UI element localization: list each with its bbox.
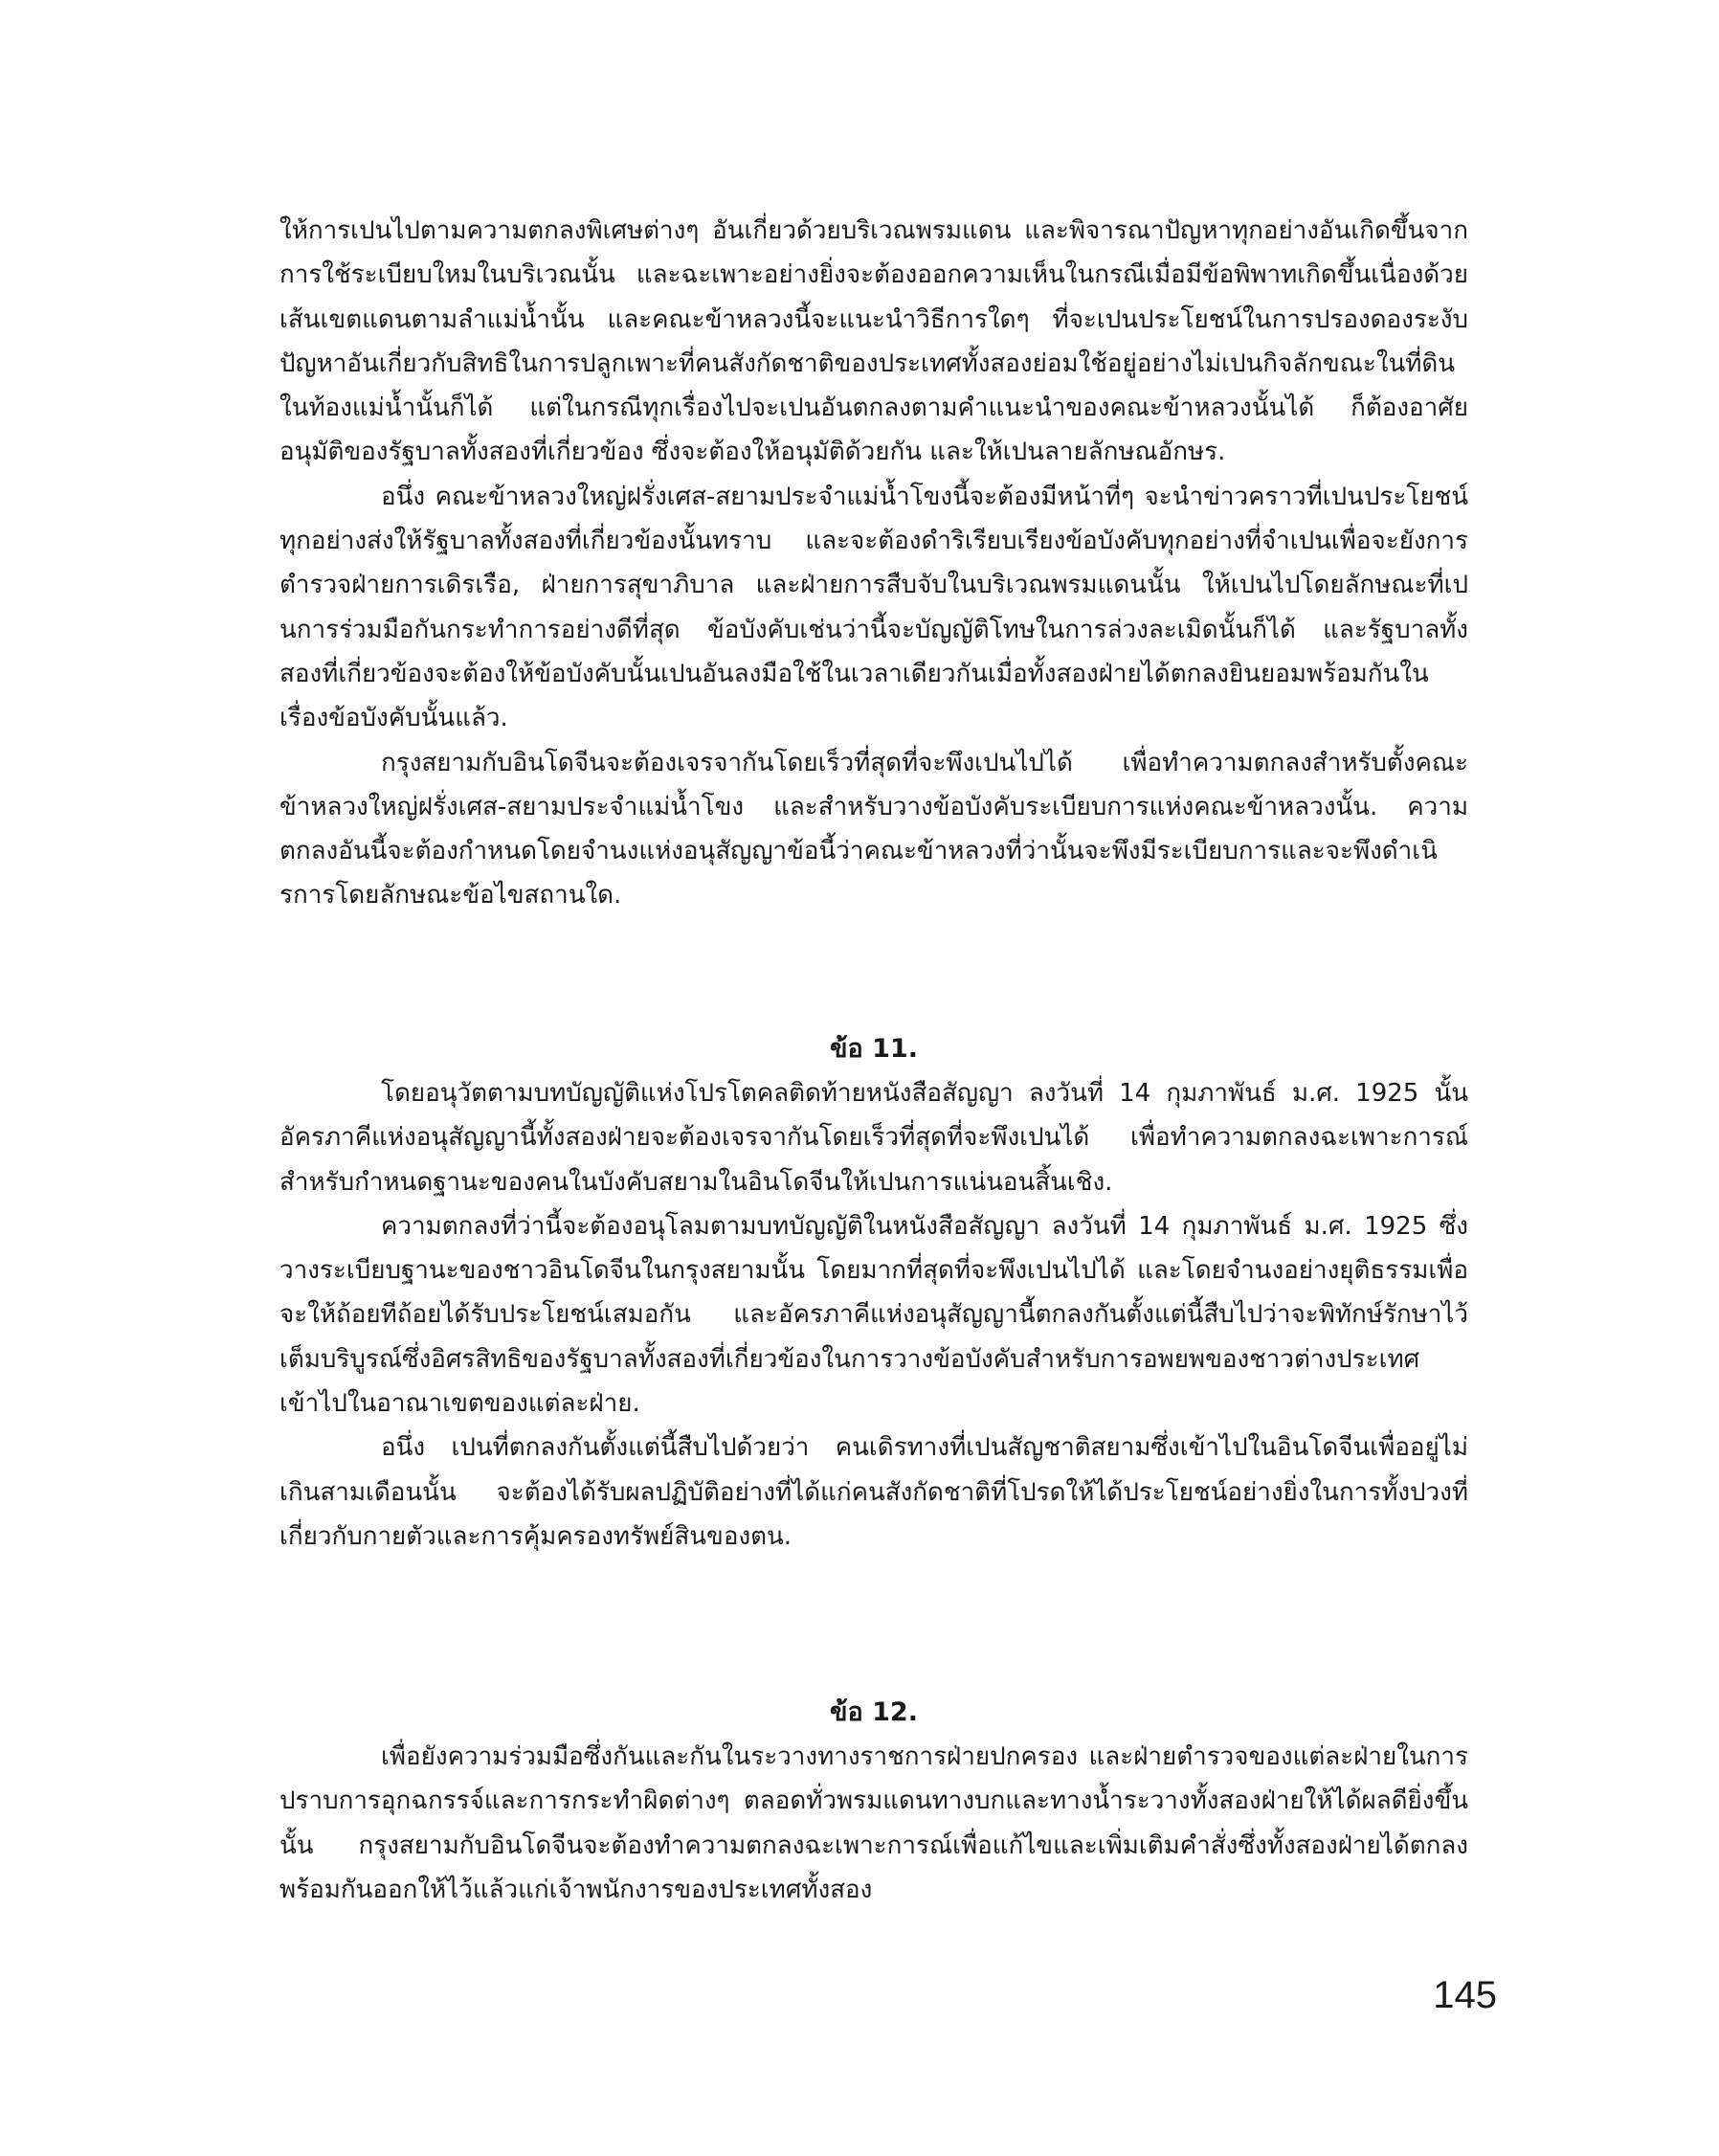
section-continuation xyxy=(279,209,1468,918)
paragraph: โดยอนุวัตตามบทบัญญัติแห่งโปรโตคลติดท้ายหนังสือสัญญา ลงวันที่ 14 กุมภาพันธ์ ม.ศ. 1925 นั้น อัครภาคีแห่งอนุสัญญานี้ทั้งสองฝ่ายจะต้องเจรจากันโดยเร็วที่สุดที่จะพึงเปนได้ เพื่อทำความตกลงฉะเพาะการณ์สำหรับกำหนดฐานะของคนในบังคับสยามในอินโดจีนให้เปนการแน่นอนสิ้นเชิง. xyxy=(279,1079,1468,1197)
paragraph: อนึ่ง เปนที่ตกลงกันตั้งแต่นี้สืบไปด้วยว่า คนเดิรทางที่เปนสัญชาติสยามซึ่งเข้าไปในอินโดจีนเพื่ออยู่ไม่เกินสามเดือนนั้น จะต้องได้รับผลปฏิบัติอย่างที่ได้แก่คนสังกัดชาติที่โปรดให้ได้ประโยชน์อย่างยิ่งในการทั้งปวงที่เกี่ยวกับกายตัวและการคุ้มครองทรัพย์สินของตน. xyxy=(279,1433,1468,1551)
page-number: 145 xyxy=(1433,1974,1497,2016)
article-heading: ข้อ 11. xyxy=(830,1034,918,1064)
article-12 xyxy=(279,1691,1468,1912)
article-heading: ข้อ 12. xyxy=(830,1697,918,1727)
paragraph: ความตกลงที่ว่านี้จะต้องอนุโลมตามบทบัญญัติในหนังสือสัญญา ลงวันที่ 14 กุมภาพันธ์ ม.ศ. 1925 ซึ่งวางระเบียบฐานะของชาวอินโดจีนในกรุงสยามนั้น โดยมากที่สุดที่จะพึงเปนไปได้ และโดยจำนงอย่างยุติธรรมเพื่อจะให้ถ้อยทีถ้อยได้รับประโยชน์เสมอกัน และอัครภาคีแห่งอนุสัญญานี้ตกลงกันตั้งแต่นี้สืบไปว่าจะพิทักษ์รักษาไว้เต็มบริบูรณ์ซึ่งอิศรสิทธิของรัฐบาลทั้งสองที่เกี่ยวข้องในการวางข้อบังคับสำหรับการอพยพของชาวต่างประเทศเข้าไปในอาณาเขตของแต่ละฝ่าย. xyxy=(279,1211,1468,1419)
paragraph: กรุงสยามกับอินโดจีนจะต้องเจรจากันโดยเร็วที่สุดที่จะพึงเปนไปได้ เพื่อทำความตกลงสำหรับตั้งคณะข้าหลวงใหญ่ฝรั่งเศส-สยามประจำแม่น้ำโขง และสำหรับวางข้อบังคับระเบียบการแห่งคณะข้าหลวงนั้น. ความตกลงอันนี้จะต้องกำหนดโดยจำนงแห่งอนุสัญญาข้อนี้ว่าคณะข้าหลวงที่ว่านั้นจะพึงมีระเบียบการและจะพึงดำเนิรการโดยลักษณะข้อไขสถานใด. xyxy=(279,748,1468,910)
article-11 xyxy=(279,1027,1468,1559)
paragraph: เพื่อยังความร่วมมือซึ่งกันและกันในระวางทางราชการฝ่ายปกครอง และฝ่ายตำรวจของแต่ละฝ่ายในการปราบการอุกฉกรรจ์และการกระทำผิดต่างๆ ตลอดทั่วพรมแดนทางบกและทางน้ำระวางทั้งสองฝ่ายให้ได้ผลดียิ่งขึ้นนั้น กรุงสยามกับอินโดจีนจะต้องทำความตกลงฉะเพาะการณ์เพื่อแก้ไขและเพิ่มเติมคำสั่งซึ่งทั้งสองฝ่ายได้ตกลงพร้อมกันออกให้ไว้แล้วแก่เจ้าพนักงารของประเทศทั้งสอง xyxy=(279,1742,1468,1904)
paragraph: อนึ่ง คณะข้าหลวงใหญ่ฝรั่งเศส-สยามประจำแม่น้ำโขงนี้จะต้องมีหน้าที่ๆ จะนำข่าวคราวที่เปนประโยชน์ทุกอย่างส่งให้รัฐบาลทั้งสองที่เกี่ยวข้องนั้นทราบ และจะต้องดำริเรียบเรียงข้อบังคับทุกอย่างที่จำเปนเพื่อจะยังการตำรวจฝ่ายการเดิรเรือ, ฝ่ายการสุขาภิบาล และฝ่ายการสืบจับในบริเวณพรมแดนนั้น ให้เปนไปโดยลักษณะที่เปนการร่วมมือกันกระทำการอย่างดีที่สุด ข้อบังคับเช่นว่านี้จะบัญญัติโทษในการล่วงละเมิดนั้นก็ได้ และรัฐบาลทั้งสองที่เกี่ยวข้องจะต้องให้ข้อบังคับนั้นเปนอันลงมือใช้ในเวลาเดียวกันเมื่อทั้งสองฝ่ายได้ตกลงยินยอมพร้อมกันในเรื่องข้อบังคับนั้นแล้ว. xyxy=(279,482,1468,733)
paragraph: ให้การเปนไปตามความตกลงพิเศษต่างๆ อันเกี่ยวด้วยบริเวณพรมแดน และพิจารณาปัญหาทุกอย่างอันเกิดขึ้นจากการใช้ระเบียบใหมในบริเวณนั้น และฉะเพาะอย่างยิ่งจะต้องออกความเห็นในกรณีเมื่อมีข้อพิพาทเกิดขึ้นเนื่องด้วยเส้นเขตแดนตามลำแม่น้ำนั้น และคณะข้าหลวงนี้จะแนะนำวิธีการใดๆ ที่จะเปนประโยชน์ในการปรองดองระงับปัญหาอันเกี่ยวกับสิทธิในการปลูกเพาะที่คนสังกัดชาติของประเทศทั้งสองย่อมใช้อยู่อย่างไม่เปนกิจลักขณะในที่ดินในท้องแม่น้ำนั้นก็ได้ แต่ในกรณีทุกเรื่องไปจะเปนอันตกลงตามคำแนะนำของคณะข้าหลวงนั้นได้ ก็ต้องอาศัยอนุมัติของรัฐบาลทั้งสองที่เกี่ยวข้อง ซึ่งจะต้องให้อนุมัติด้วยกัน และให้เปนลายลักษณอักษร. xyxy=(279,216,1468,467)
